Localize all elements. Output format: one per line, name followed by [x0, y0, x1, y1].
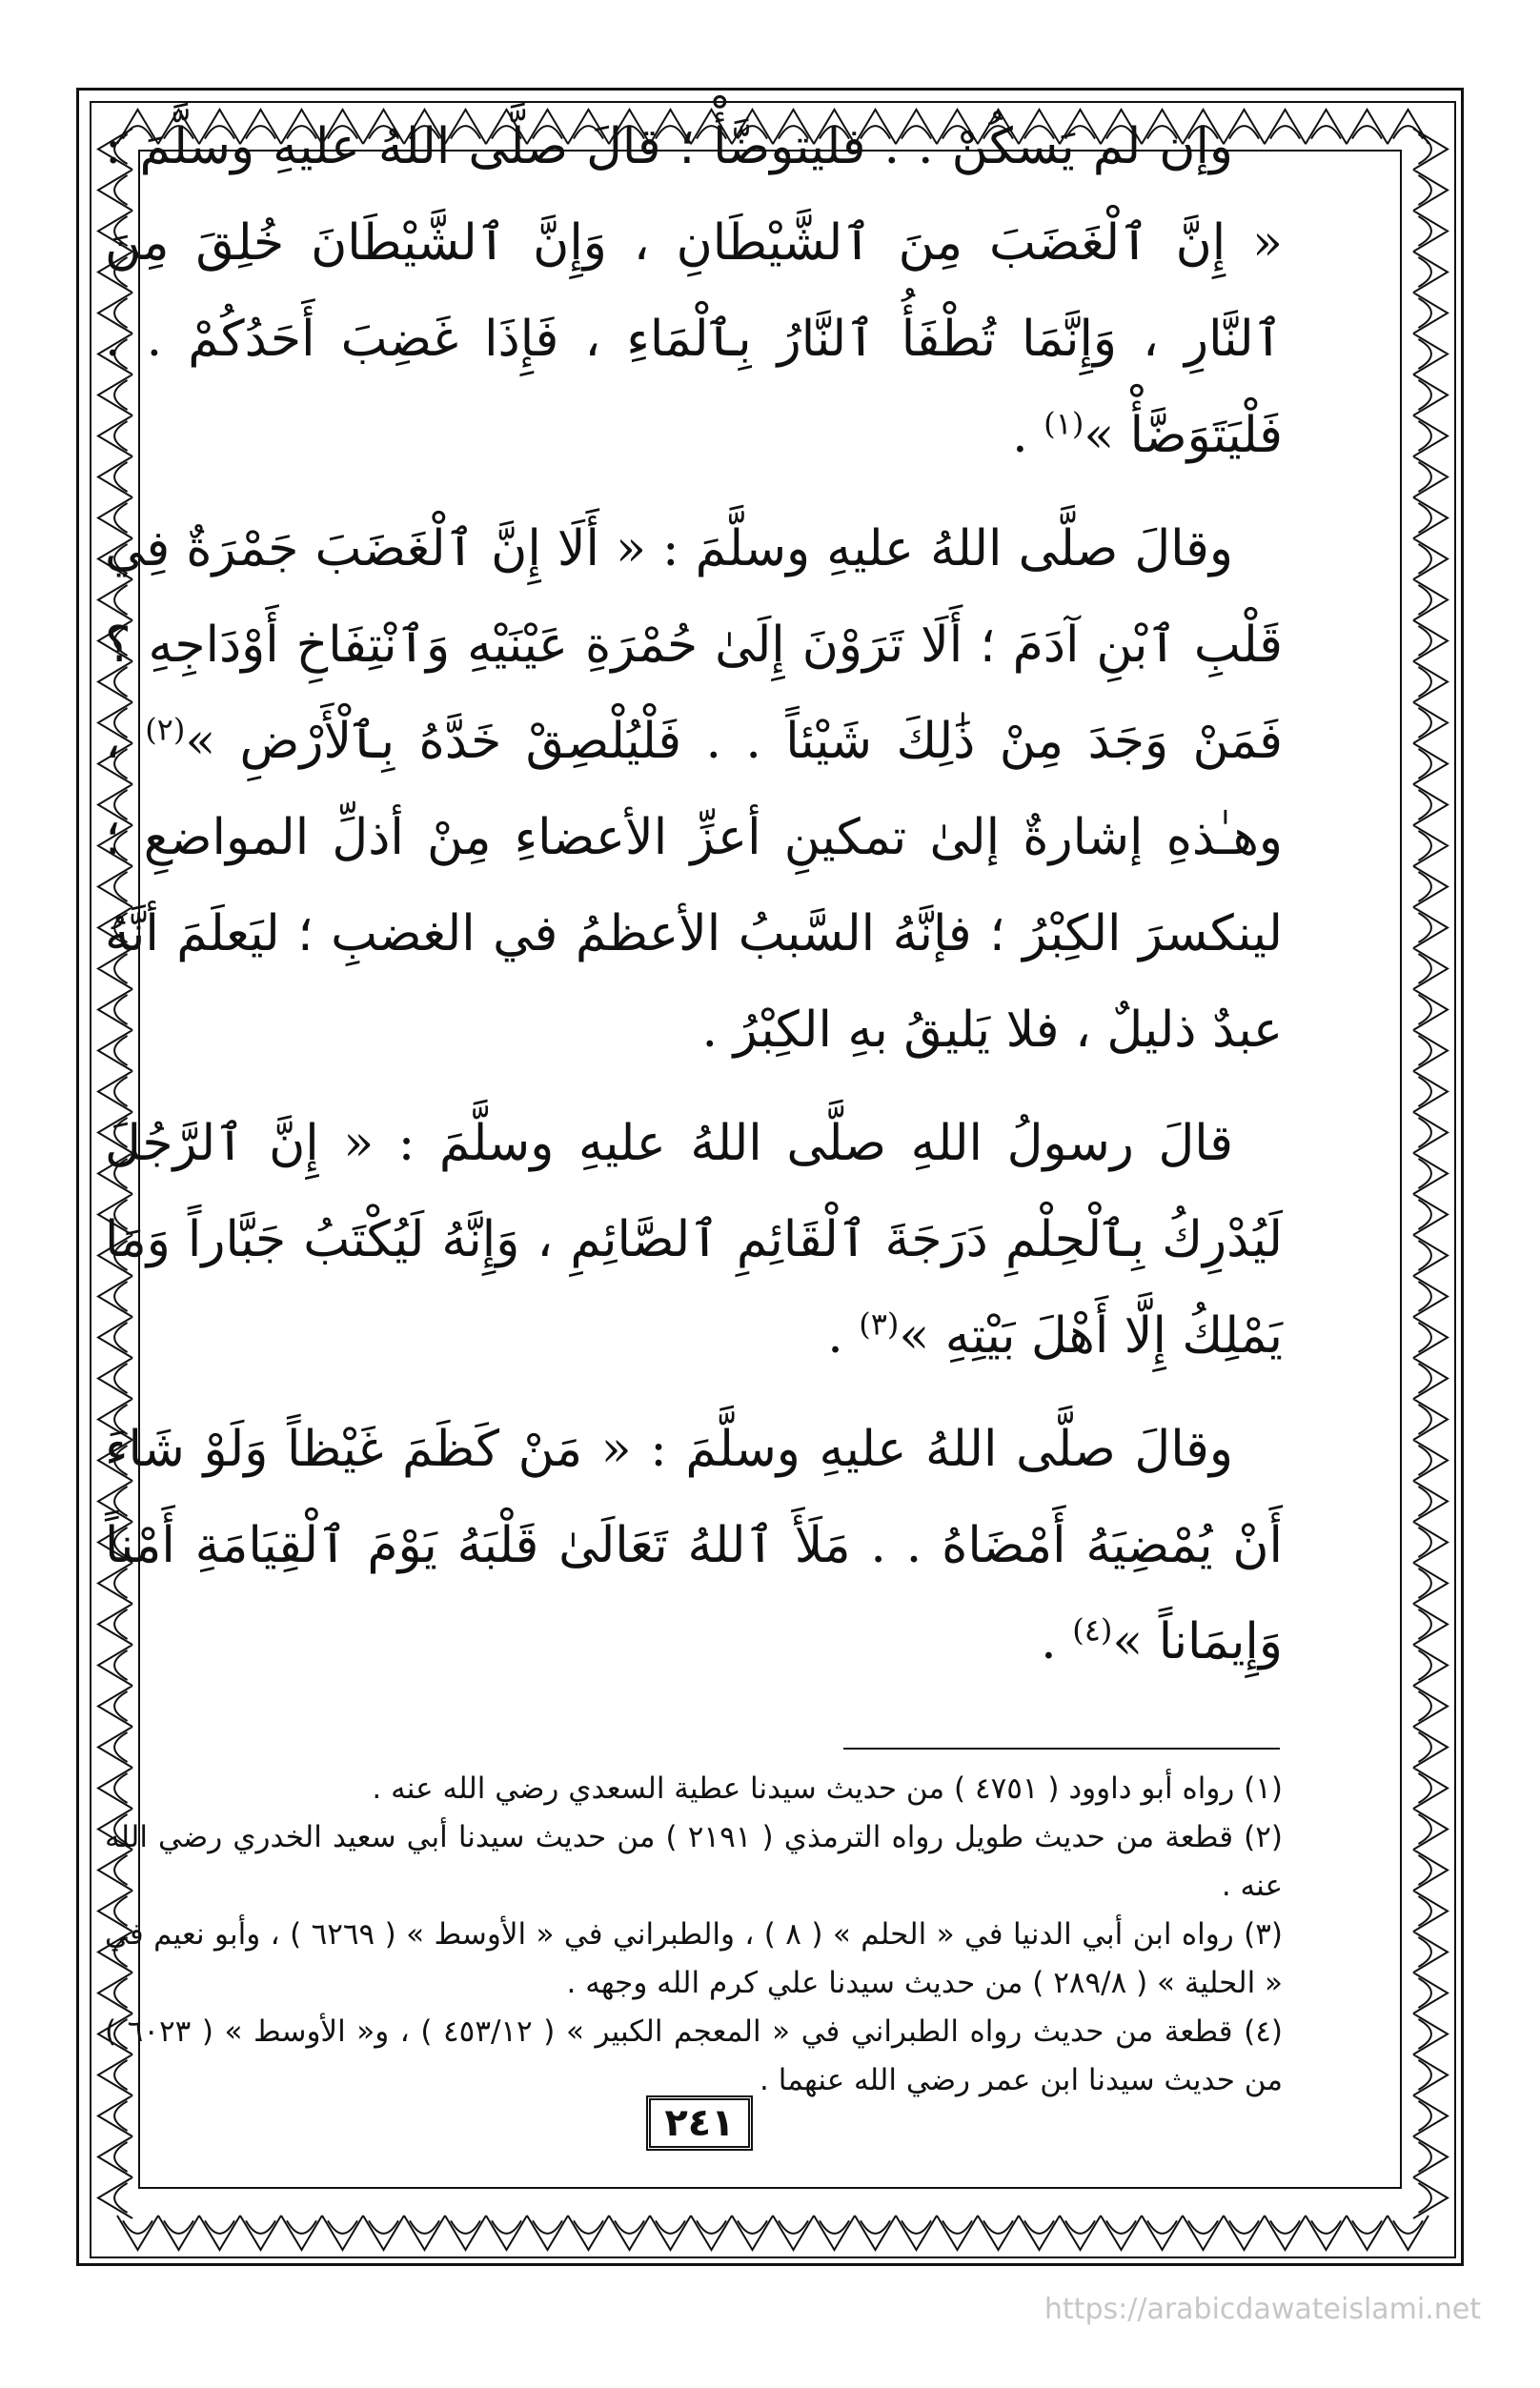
- footnote-3: (٣) رواه ابن أبي الدنيا في « الحلم » ( ٨ ) ، والطبراني في « الأوسط » ( ٦٢٦٩ ) ، وأبو نعيم في « الحلية » ( ٢٨٩/٨ ) من حديث سيدنا علي كرم الله وجهه .: [105, 1917, 1283, 2000]
- paragraph-4: [105, 1402, 1283, 1690]
- paragraph-4-end: .: [1041, 1613, 1073, 1670]
- paragraph-2: [105, 501, 1283, 1079]
- paragraph-1-text: وإن لم يَسكُنْ . . فليتوضَّأْ ؛ قالَ صلَّى اللهُ عليهِ وسلَّمَ : « إِنَّ ٱلْغَضَبَ مِنَ ٱلشَّيْطَانِ ، وَإِنَّ ٱلشَّيْطَانَ خُلِقَ مِنَ ٱلنَّارِ ، وَإِنَّمَا تُطْفَأُ ٱلنَّارُ بِٱلْمَاءِ ، فَإِذَا غَضِبَ أَحَدُكُمْ . . فَلْيَتَوَضَّأْ »: [105, 118, 1283, 464]
- footnote-ref-4: (٤): [1072, 1611, 1113, 1649]
- page-number: ٢٤١: [646, 2095, 753, 2151]
- footnote-separator: [843, 1748, 1280, 1750]
- paragraph-4-text: وقالَ صلَّى اللهُ عليهِ وسلَّمَ : « مَنْ كَظَمَ غَيْظاً وَلَوْ شَاءَ أَنْ يُمْضِيَهُ أَمْضَاهُ . . مَلَأَ ٱللهُ تَعَالَىٰ قَلْبَهُ يَوْمَ ٱلْقِيَامَةِ أَمْناً وَإِيمَاناً »: [105, 1421, 1283, 1670]
- right-border-pattern: [1413, 129, 1448, 2218]
- watermark-url: https://arabicdawateislami.net: [1044, 2293, 1481, 2326]
- footnotes: [105, 1765, 1283, 2105]
- footnote-ref-1: (١): [1044, 405, 1084, 442]
- paragraph-3-text: قالَ رسولُ اللهِ صلَّى اللهُ عليهِ وسلَّمَ : « إِنَّ ٱلرَّجُلَ لَيُدْرِكُ بِٱلْحِلْمِ دَرَجَةَ ٱلْقَائِمِ ٱلصَّائِمِ ، وَإِنَّهُ لَيُكْتَبُ جَبَّاراً وَمَا يَمْلِكُ إِلَّا أَهْلَ بَيْتِهِ »: [105, 1115, 1283, 1365]
- footnote-4: (٤) قطعة من حديث رواه الطبراني في « المعجم الكبير » ( ٤٥٣/١٢ ) ، و« الأوسط » ( ٦٠٢٣ ) من حديث سيدنا ابن عمر رضي الله عنهما .: [105, 2014, 1283, 2097]
- paragraph-1: [105, 99, 1283, 484]
- paragraph-2-end: ، وهـٰذهِ إشارةٌ إلىٰ تمكينِ أعزِّ الأعضاءِ مِنْ أذلِّ المواضعِ ؛ لينكسرَ الكِبْرُ ؛ فإنَّهُ السَّببُ الأعظمُ في الغضبِ ؛ ليَعلَمَ أنَّهُ عبدٌ ذليلٌ ، فلا يَليقُ بهِ الكِبْرُ .: [105, 713, 1283, 1059]
- footnote-ref-2: (٢): [145, 711, 186, 748]
- paragraph-1-end: .: [1012, 407, 1044, 464]
- main-text: [105, 99, 1283, 1719]
- footnote-2: (٢) قطعة من حديث طويل رواه الترمذي ( ٢١٩١ ) من حديث سيدنا أبي سعيد الخدري رضي الله عنه .: [105, 1820, 1283, 1903]
- footnote-ref-3: (٣): [859, 1305, 900, 1343]
- paragraph-2-text: وقالَ صلَّى اللهُ عليهِ وسلَّمَ : « أَلَا إِنَّ ٱلْغَضَبَ جَمْرَةٌ فِي قَلْبِ ٱبْنِ آدَمَ ؛ أَلَا تَرَوْنَ إِلَىٰ حُمْرَةِ عَيْنَيْهِ وَٱنْتِفَاخِ أَوْدَاجِهِ ؟ فَمَنْ وَجَدَ مِنْ ذَٰلِكَ شَيْئاً . . فَلْيُلْصِقْ خَدَّهُ بِٱلْأَرْضِ »: [105, 520, 1284, 770]
- bottom-border-pattern: [117, 2216, 1429, 2250]
- paragraph-3: [105, 1096, 1283, 1385]
- paragraph-3-end: .: [827, 1307, 860, 1365]
- footnote-1: (١) رواه أبو داوود ( ٤٧٥١ ) من حديث سيدنا عطية السعدي رضي الله عنه .: [372, 1771, 1283, 1806]
